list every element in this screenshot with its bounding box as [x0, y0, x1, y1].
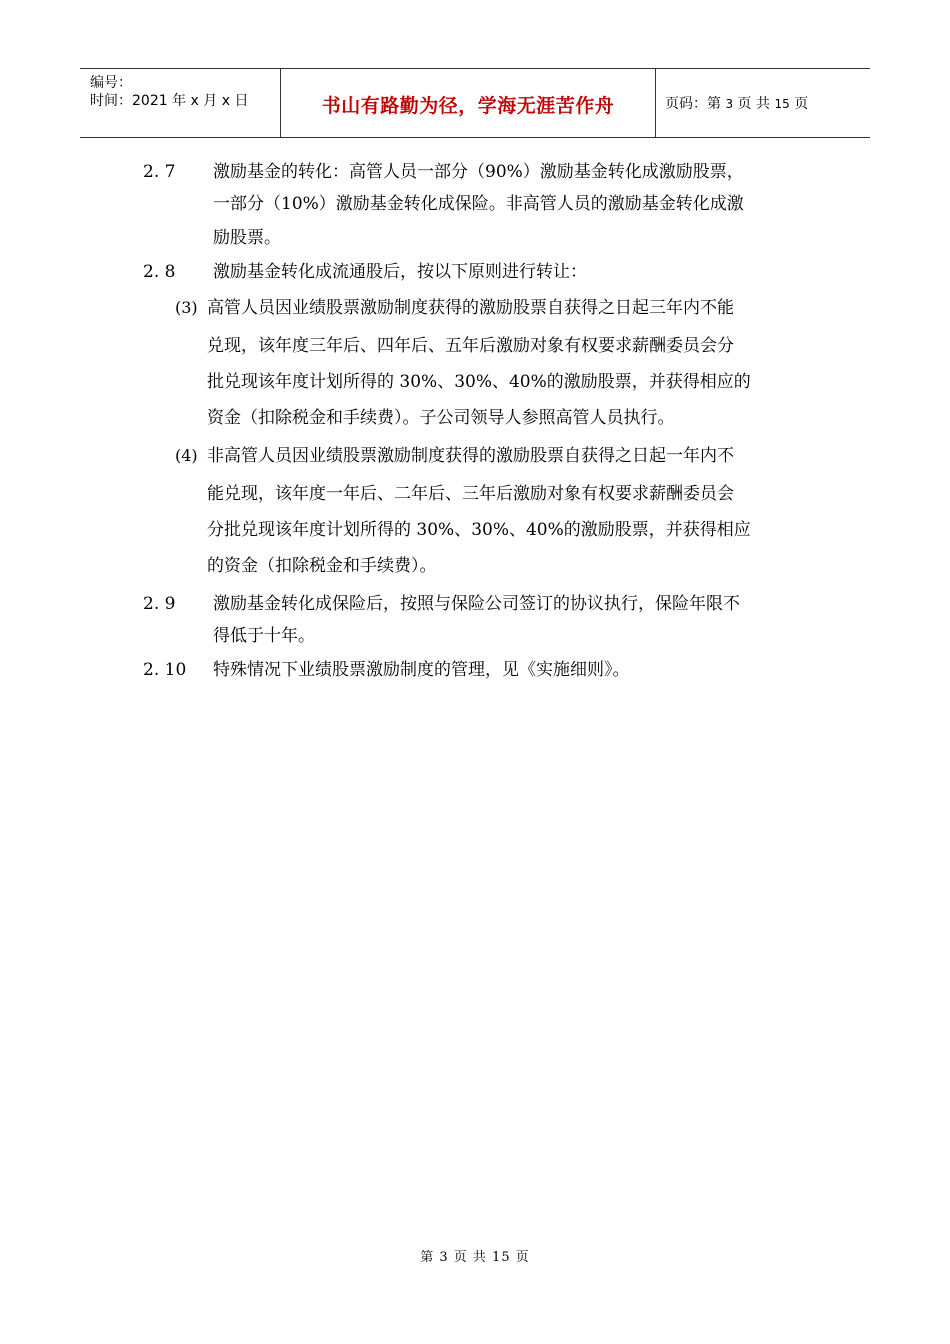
header-motto-cell	[280, 69, 656, 137]
paragraph-line: 资金（扣除税金和手续费）。子公司领导人参照高管人员执行。	[207, 408, 675, 428]
header-page-indicator	[665, 93, 808, 113]
paragraph-line: 激励基金转化成保险后，按照与保险公司签订的协议执行，保险年限不	[213, 594, 740, 614]
paragraph-line: 的资金（扣除税金和手续费）。	[207, 556, 437, 576]
document-time-label: 时间：2021 年 x 月 x 日	[90, 93, 249, 109]
document-number-label: 编号：	[90, 75, 132, 91]
paragraph-line: 分批兑现该年度计划所得的 30%、30%、40%的激励股票，并获得相应	[207, 520, 751, 540]
section-number: 2. 10	[143, 660, 187, 680]
paragraph-line: 批兑现该年度计划所得的 30%、30%、40%的激励股票，并获得相应的	[207, 372, 751, 392]
page-prefix: 页码：第	[665, 96, 721, 112]
page-suffix: 页	[794, 96, 809, 112]
section-number: 2. 7	[143, 162, 176, 182]
paragraph-line: 特殊情况下业绩股票激励制度的管理，见《实施细则》。	[213, 660, 630, 680]
header-meta-cell	[80, 69, 280, 137]
paragraph-line: 激励基金的转化：高管人员一部分（90%）激励基金转化成激励股票，	[213, 162, 744, 182]
item-marker: (3)	[175, 298, 198, 317]
paragraph-line: 激励基金转化成流通股后，按以下原则进行转让：	[213, 262, 587, 282]
item-marker: (4)	[175, 446, 198, 465]
header-page-cell	[655, 69, 870, 137]
paragraph-line: 非高管人员因业绩股票激励制度获得的激励股票自获得之日起一年内不	[207, 446, 734, 466]
page-mid: 页 共	[737, 96, 770, 112]
paragraph-line: 得低于十年。	[213, 626, 315, 646]
page-footer: 第 3 页 共 15 页	[420, 1250, 530, 1265]
paragraph-line: 兑现，该年度三年后、四年后、五年后激励对象有权要求薪酬委员会分	[207, 336, 734, 356]
page-header	[80, 68, 870, 138]
paragraph-line: 励股票。	[213, 228, 281, 248]
section-number: 2. 8	[143, 262, 176, 282]
page-number: 3	[725, 97, 734, 111]
header-motto: 书山有路勤为径，学海无涯苦作舟	[321, 95, 615, 117]
paragraph-line: 一部分（10%）激励基金转化成保险。非高管人员的激励基金转化成激	[213, 194, 744, 214]
page-total: 15	[774, 97, 790, 111]
paragraph-line: 高管人员因业绩股票激励制度获得的激励股票自获得之日起三年内不能	[207, 298, 734, 318]
paragraph-line: 能兑现，该年度一年后、二年后、三年后激励对象有权要求薪酬委员会	[207, 484, 734, 504]
section-number: 2. 9	[143, 594, 176, 614]
